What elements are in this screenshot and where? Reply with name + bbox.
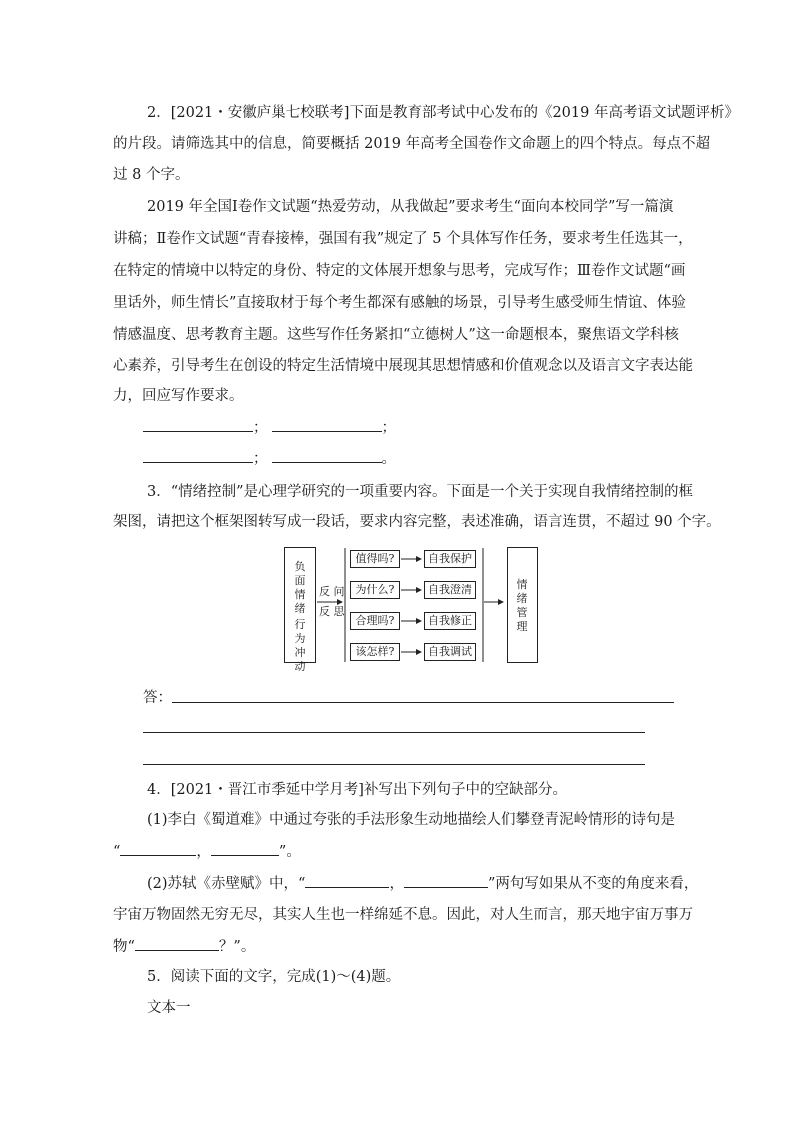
q2-separator: ；: [253, 451, 268, 467]
q2-passage-line-5: 情感温度、思考教育主题。这些写作任务紧扣“立德树人”这一命题根本，聚焦语文学科核: [113, 327, 679, 343]
diagram-question-box: 合理吗?: [350, 612, 400, 630]
q4-blank-4[interactable]: [404, 873, 488, 888]
q4-part1-line-1: (1)李白《蜀道难》中通过夸张的手法形象生动地描绘人们攀登青泥岭情形的诗句是: [147, 812, 676, 828]
q2-blank-3[interactable]: [143, 448, 253, 463]
diagram-behavior-impulse: 行为冲动: [294, 618, 306, 673]
diagram-right-box: [507, 547, 538, 663]
q2-blank-1[interactable]: [143, 417, 253, 432]
q4-intro: 4．[2021・晋江市季延中学月考]补写出下列句子中的空缺部分。: [147, 782, 567, 798]
q2-passage-line-4: 里话外，师生情长”直接取材于每个考生都深有感触的场景，引导考生感受师生情谊、体验: [113, 295, 686, 311]
q4-blank-2[interactable]: [211, 841, 279, 856]
q2-line-3: 过 8 个字。: [113, 167, 190, 183]
q2-separator: ；: [381, 420, 396, 436]
diagram-connectors: [284, 545, 539, 665]
comma: ，: [389, 876, 404, 892]
q2-passage-line-3: 在特定的情境中以特定的身份、特定的文体展开想象与思考，完成写作；Ⅲ卷作文试题“画: [113, 263, 686, 279]
q2-line-1: 2．[2021・安徽庐巢七校联考]下面是教育部考试中心发布的《2019 年高考语文试题评析》: [147, 105, 739, 121]
diagram-result-box: 自我澄清: [424, 581, 476, 599]
diagram-negative-emotion: 负面情绪: [294, 560, 306, 615]
diagram-question-box: 值得吗?: [350, 550, 400, 568]
q4-part2-prefix: (2)苏轼《赤壁赋》中，“: [147, 876, 306, 892]
q3-answer-line[interactable]: [143, 732, 645, 733]
q4-part2-line3-suffix: ？”。: [218, 939, 256, 955]
q2-answer-row-1: [143, 417, 396, 438]
diagram-question-box: 为什么?: [350, 581, 400, 599]
q2-passage-line-7: 力，回应写作要求。: [113, 388, 244, 404]
q2-answer-row-2: [143, 448, 396, 469]
diagram-emotion-management: 情绪管理: [516, 578, 528, 633]
q3-answer-label: 答：: [143, 690, 172, 706]
q3-answer-line[interactable]: [143, 764, 645, 765]
diagram-reflect-label: 反 思: [319, 605, 345, 618]
q4-part2-line-1: [147, 873, 698, 894]
quote-close: ”。: [278, 844, 301, 860]
q3-answer-line[interactable]: [172, 702, 674, 703]
quote-open: “: [113, 844, 121, 860]
q4-blank-1[interactable]: [120, 841, 196, 856]
q2-line-2: 的片段。请筛选其中的信息，简要概括 2019 年高考全国卷作文命题上的四个特点。每点不超: [113, 136, 711, 152]
q5-text-label: 文本一: [147, 1000, 191, 1016]
diagram-result-box: 自我修正: [424, 612, 476, 630]
q3-line-2: 架图，请把这个框架图转写成一段话，要求内容完整，表述准确，语言连贯，不超过 90 个字。: [113, 514, 721, 530]
comma: ，: [196, 844, 211, 860]
q2-blank-4[interactable]: [272, 448, 382, 463]
q2-separator: ；: [253, 420, 268, 436]
q2-passage-line-6: 心素养，引导考生在创设的特定生活情境中展现其思想情感和价值观念以及语言文字表达能: [113, 358, 693, 374]
diagram-question-box: 该怎样?: [350, 643, 400, 661]
q4-part1-line-2: [113, 841, 301, 862]
q5-intro: 5．阅读下面的文字，完成(1)～(4)题。: [147, 969, 401, 985]
emotion-control-diagram: [284, 545, 539, 673]
q4-part2-suffix: ”两句写如果从不变的角度来看，: [487, 876, 699, 892]
q4-blank-5[interactable]: [135, 936, 219, 951]
diagram-result-box: 自我保护: [424, 550, 476, 568]
q4-part2-line-3: [113, 936, 255, 957]
q2-passage-line-2: 讲稿；Ⅱ卷作文试题“青春接棒，强国有我”规定了 5 个具体写作任务，要求考生任选其一，: [113, 231, 693, 247]
q4-part2-line-2: 宇宙万物固然无穷无尽，其实人生也一样绵延不息。因此，对人生而言，那天地宇宙万事万: [113, 907, 693, 923]
diagram-result-box: 自我调试: [424, 643, 476, 661]
q2-passage-line-1: 2019 年全国Ⅰ卷作文试题“热爱劳动，从我做起”要求考生“面向本校同学”写一篇演: [147, 199, 674, 215]
q3-line-1: 3．“情绪控制”是心理学研究的一项重要内容。下面是一个关于实现自我情绪控制的框: [147, 484, 694, 500]
q2-end-mark: 。: [381, 451, 396, 467]
q2-blank-2[interactable]: [272, 417, 382, 432]
diagram-ask-label: 反 问: [319, 585, 345, 598]
q4-blank-3[interactable]: [305, 873, 389, 888]
q4-part2-line3-prefix: 物“: [113, 939, 135, 955]
